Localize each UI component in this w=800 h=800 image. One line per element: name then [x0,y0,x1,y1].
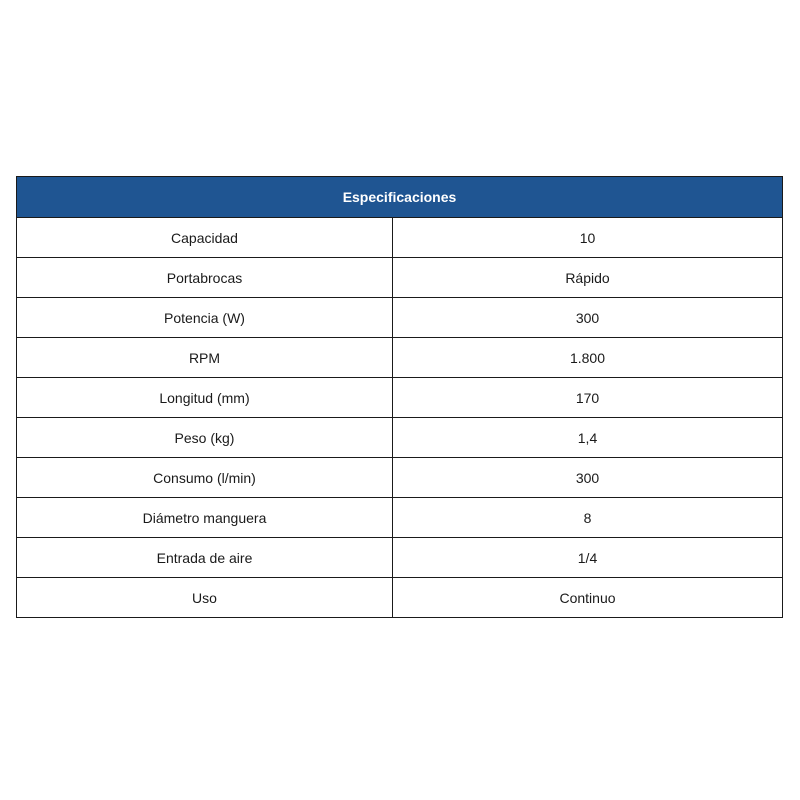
spec-value: 1,4 [393,418,783,458]
table-row [17,338,783,378]
spec-value: 170 [393,378,783,418]
spec-value: Rápido [393,258,783,298]
spec-label: Diámetro manguera [17,498,393,538]
spec-label: Longitud (mm) [17,378,393,418]
spec-label: Entrada de aire [17,538,393,578]
table-row [17,378,783,418]
spec-label: Uso [17,578,393,618]
spec-value: 1/4 [393,538,783,578]
table-row [17,418,783,458]
specifications-table [16,176,783,618]
table-row [17,498,783,538]
table-title: Especificaciones [17,177,783,218]
spec-label: Peso (kg) [17,418,393,458]
table-row [17,538,783,578]
table-row [17,298,783,338]
table-row [17,458,783,498]
spec-label: Portabrocas [17,258,393,298]
spec-label: RPM [17,338,393,378]
spec-value: 1.800 [393,338,783,378]
spec-value: 300 [393,458,783,498]
spec-label: Capacidad [17,218,393,258]
spec-label: Potencia (W) [17,298,393,338]
spec-value: 10 [393,218,783,258]
spec-value: 300 [393,298,783,338]
spec-label: Consumo (l/min) [17,458,393,498]
table-header-row [17,177,783,218]
spec-value: 8 [393,498,783,538]
spec-value: Continuo [393,578,783,618]
table-row [17,578,783,618]
table-row [17,258,783,298]
table-row [17,218,783,258]
